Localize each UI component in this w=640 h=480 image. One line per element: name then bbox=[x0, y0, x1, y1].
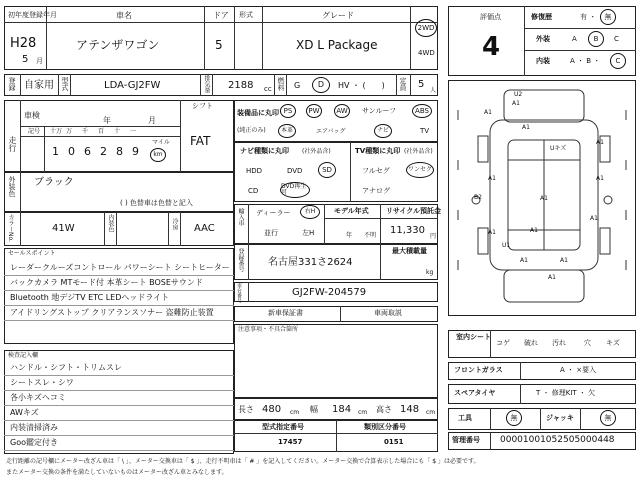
seat-item-yogore: 汚れ bbox=[552, 339, 566, 347]
mgmt-value: 000010010525050004​48 bbox=[500, 435, 615, 445]
inspector-note-line: シートスレ・シワ bbox=[10, 378, 74, 387]
exterior-grade-a: A bbox=[572, 35, 577, 43]
selling-point-line: Bluetooth 地デジTV ETC LEDヘッドライト bbox=[10, 293, 170, 302]
interior-color-label: 内装色 bbox=[107, 214, 114, 232]
inspector-note-line: AWキズ bbox=[10, 408, 39, 417]
note-label: 注意事項・不具合箇所 bbox=[238, 326, 299, 333]
fuel-hv: HV bbox=[338, 81, 350, 90]
equip-navi-circled: ナビ bbox=[374, 124, 392, 138]
steering-left: 左H bbox=[302, 229, 315, 237]
tools-label: 工具 bbox=[458, 414, 472, 422]
tools-none-circled: 無 bbox=[506, 410, 522, 426]
selling-point-line: アイドリングストップ クリアランスソナー 盗難防止装置 bbox=[10, 308, 214, 317]
odometer-digit: 6 bbox=[84, 145, 91, 158]
windshield-value: A ・ ×要入 bbox=[560, 366, 597, 374]
inspection-year-label: 年 bbox=[103, 116, 111, 125]
first-reg-label: 初年度登録年月 bbox=[8, 11, 57, 19]
dmg-label-a1-b: A1 bbox=[484, 109, 492, 116]
grade-label: グレード bbox=[322, 11, 354, 20]
repair-none-circled: 無 bbox=[600, 9, 616, 25]
footer-line1: 走行距離の記号欄にメーター改ざん車は「 \ 」、メーター交換車は「 $ 」、走行不明車は「 # 」を記入してください。メーター交換で合算表示した場合にも「 $ 」は必要です。 bbox=[6, 458, 480, 465]
displacement-value: 2188 bbox=[228, 80, 254, 91]
car-name: アテンザワゴン bbox=[76, 38, 160, 52]
dmg-label-a1-e: A1 bbox=[488, 229, 496, 236]
drive-4wd: 4WD bbox=[418, 49, 435, 57]
navi-dvd: DVD bbox=[287, 167, 303, 175]
grade-value: XD L Package bbox=[296, 38, 378, 52]
odometer-digit: 1 bbox=[52, 145, 59, 158]
dmg-label-a1-a: A1 bbox=[512, 100, 520, 107]
odometer-digit: 9 bbox=[132, 145, 139, 158]
capacity-value: 5 bbox=[418, 79, 425, 90]
odometer-unit: 十 bbox=[114, 128, 121, 135]
equip-leather-circled: 本革 bbox=[278, 124, 296, 138]
equip-pw-circled: PW bbox=[306, 104, 322, 118]
repair-label: 修復歴 bbox=[531, 13, 552, 21]
registration-value: 名古屋331さ2624 bbox=[268, 257, 353, 268]
odometer-label: 走行 bbox=[8, 136, 17, 152]
model-year-unit: 年 bbox=[346, 232, 353, 239]
tv-analog: アナログ bbox=[362, 187, 390, 195]
new-warranty: 新車保証書 bbox=[268, 309, 303, 317]
recycle-value: 11,330 bbox=[390, 225, 425, 236]
type-cert-value: 17457 bbox=[278, 438, 303, 446]
score-label: 評価点 bbox=[480, 13, 501, 21]
seat-item-yabure: 破れ bbox=[524, 339, 538, 347]
inspection-month-label: 月 bbox=[148, 116, 156, 125]
displacement-label: 排気量 bbox=[203, 75, 210, 93]
width-value: 184 bbox=[332, 404, 352, 415]
exterior-grade-selected-circled: B bbox=[588, 31, 604, 47]
recycle-label: リサイクル預託金 bbox=[386, 207, 442, 215]
windshield-label: フロントガラス bbox=[454, 366, 503, 374]
chassis-label: 車台番号 bbox=[236, 283, 242, 303]
dmg-label-a1-i: A1 bbox=[560, 257, 568, 264]
dmg-label-a1-g: A1 bbox=[520, 257, 528, 264]
spare-value: T ・ 修理KIT ・ 欠 bbox=[536, 389, 596, 397]
tv-type-label: TV種類に丸印 bbox=[355, 147, 401, 155]
dmg-label-u2: U2 bbox=[514, 91, 523, 98]
km-circled: km bbox=[150, 148, 166, 162]
odometer-sub: 記号 bbox=[28, 128, 41, 135]
inspector-note-line: ハンドル・シフト・トリムスレ bbox=[10, 363, 122, 372]
equipment-label: 装備品に丸印 bbox=[237, 109, 279, 117]
shift-value: FAT bbox=[190, 134, 211, 148]
displacement-unit: cc bbox=[264, 85, 272, 93]
selling-point-line: バックカメラ MTモード付 本革シート BOSEサウンド bbox=[10, 278, 203, 287]
inspection-label: 車検 bbox=[24, 111, 40, 120]
exterior-grade-c: C bbox=[614, 35, 619, 43]
odometer-unit: 万 bbox=[66, 128, 73, 135]
equipment-sub: (純正のみ) bbox=[237, 127, 266, 134]
type-value: LDA-GJ2FW bbox=[104, 80, 161, 91]
spare-label: スペアタイヤ bbox=[454, 389, 496, 397]
exterior-color-value: ブラック bbox=[34, 177, 74, 188]
tv-oneseg-circled: ワンセグ bbox=[406, 162, 434, 178]
width-unit: cm bbox=[358, 409, 368, 416]
seat-item-koge: コゲ bbox=[496, 339, 510, 347]
door-label: ドア bbox=[213, 11, 229, 20]
mgmt-label: 管理番号 bbox=[452, 436, 480, 444]
navi-type-sub: (社外品含) bbox=[302, 148, 331, 155]
equip-ps-circled: PS bbox=[280, 104, 296, 118]
odometer-unit: 一 bbox=[130, 128, 137, 135]
fuel-g: G bbox=[294, 81, 301, 90]
month-unit: 月 bbox=[36, 57, 43, 65]
door-value: 5 bbox=[215, 38, 223, 52]
dmg-label-a1-k: A1 bbox=[540, 195, 548, 202]
footer-line2: またメーター交換の条件を満たしていないものはメーター改ざん車とみなします。 bbox=[6, 469, 228, 476]
navi-type-label: ナビ種類に丸印 bbox=[240, 147, 289, 155]
mile-label: マイル bbox=[152, 139, 170, 146]
dmg-label-a1-c: A1 bbox=[522, 124, 530, 131]
odometer-unit: 千 bbox=[82, 128, 89, 135]
interior-grade-selected-circled: C bbox=[610, 53, 626, 69]
navi-cd: CD bbox=[248, 187, 259, 195]
car-name-label: 車名 bbox=[116, 11, 132, 20]
inspector-note-line: 各小キズヘコミ bbox=[10, 393, 66, 402]
dmg-label-u1: U1 bbox=[502, 242, 511, 249]
equip-tv: TV bbox=[420, 127, 430, 135]
capacity-unit: 人 bbox=[430, 87, 437, 94]
steering-right-circled: 右H bbox=[300, 205, 320, 219]
category-label: 登録 bbox=[8, 77, 16, 91]
category-no-label: 類別区分番号 bbox=[364, 423, 406, 431]
inspector-note-line: Goo鑑定付き bbox=[10, 438, 58, 447]
inspector-note-line: 内装清掃済み bbox=[10, 423, 58, 432]
height-value: 148 bbox=[400, 404, 420, 415]
interior-grade-label: 内装 bbox=[536, 57, 550, 65]
registration-label: 登録番号 bbox=[237, 248, 244, 272]
fuel-label: 燃料 bbox=[277, 77, 285, 91]
interior-grade-ab: A ・ B ・ bbox=[570, 57, 601, 65]
seat-label: 室内シート bbox=[456, 333, 491, 341]
color-no-label: カラーNo. bbox=[7, 214, 14, 242]
notes-area bbox=[234, 324, 438, 398]
dmg-label-a1-f: A1 bbox=[530, 227, 538, 234]
color-no-value: 41W bbox=[52, 223, 75, 234]
dmg-label-a1-l: A1 bbox=[596, 139, 604, 146]
odometer-digit: 2 bbox=[100, 145, 107, 158]
equip-aw-circled: AW bbox=[334, 104, 350, 118]
odometer-digit: 8 bbox=[116, 145, 123, 158]
chassis-value: GJ2FW-204579 bbox=[292, 287, 367, 298]
docs-block bbox=[234, 306, 438, 322]
first-reg-era: H28 bbox=[10, 36, 37, 51]
tv-fullseg: フルセグ bbox=[362, 167, 390, 175]
drive-2wd-circled: 2WD bbox=[415, 19, 437, 37]
height-label: 高さ bbox=[376, 405, 392, 414]
tv-type-sub: (社外品含) bbox=[404, 148, 433, 155]
length-unit: cm bbox=[290, 409, 300, 416]
category-value: 自家用 bbox=[24, 80, 54, 91]
model-year-unknown: 不明 bbox=[364, 232, 377, 239]
width-label: 幅 bbox=[310, 405, 318, 414]
seat-item-ana: 穴 bbox=[584, 339, 591, 347]
navi-dvd-play-circled: DVD再生可 bbox=[280, 182, 310, 198]
import-label: 輸入車 bbox=[237, 208, 244, 226]
jack-none-circled: 無 bbox=[600, 410, 616, 426]
selling-points-label: セールスポイント bbox=[8, 250, 56, 257]
max-load-label: 最大積載量 bbox=[392, 247, 427, 255]
ac-label: 冷房 bbox=[171, 218, 178, 230]
selling-point-line: レーダークルーズコントロール パワーシート シートヒーター bbox=[10, 263, 230, 272]
ac-value: AAC bbox=[194, 223, 215, 234]
manual: 車両取説 bbox=[374, 309, 402, 317]
color-change-note: ( ) 色替車は色替と記入 bbox=[120, 199, 193, 207]
max-load-unit: kg bbox=[426, 269, 434, 276]
length-value: 480 bbox=[262, 404, 282, 415]
fuel-d-circled: D bbox=[312, 77, 330, 93]
first-reg-month: 5 bbox=[22, 54, 29, 65]
jack-label: ジャッキ bbox=[546, 414, 574, 422]
recycle-unit: 円 bbox=[430, 233, 437, 240]
odometer-unit: 十万 bbox=[50, 128, 63, 135]
import-parallel: 並行 bbox=[264, 229, 278, 237]
navi-sd-circled: SD bbox=[318, 162, 336, 178]
odometer-unit: 百 bbox=[98, 128, 105, 135]
navi-hdd: HDD bbox=[246, 167, 263, 175]
score-value: 4 bbox=[482, 32, 501, 62]
equip-sunroof: サンルーフ bbox=[362, 107, 397, 115]
model-year-label: モデル年式 bbox=[334, 207, 369, 215]
import-dealer: ディーラー bbox=[256, 209, 291, 217]
dmg-label-a1-j: A1 bbox=[590, 215, 598, 222]
equip-abs-circled: ABS bbox=[412, 104, 432, 118]
length-label: 長さ bbox=[238, 405, 254, 414]
type-label: 型式 bbox=[61, 77, 69, 91]
repair-options: 有 ・ bbox=[580, 13, 597, 21]
exterior-grade-label: 外装 bbox=[536, 35, 550, 43]
odometer-digit: 0 bbox=[68, 145, 75, 158]
height-unit: cm bbox=[426, 409, 436, 416]
dmg-label-a1-m: A1 bbox=[596, 175, 604, 182]
type-cert-label: 型式指定番号 bbox=[262, 423, 304, 431]
fuel-other: ・ ( ) bbox=[352, 81, 385, 90]
seat-item-kizu: キズ bbox=[606, 339, 620, 347]
dmg-label-a1-h: A1 bbox=[548, 274, 556, 281]
capacity-label: 定員 bbox=[399, 77, 407, 91]
category-no-value: 0151 bbox=[384, 438, 404, 446]
equip-airbag: エアバッグ bbox=[316, 128, 346, 135]
dmg-label-b2: B2 bbox=[474, 194, 482, 201]
inspector-notes-label: 検査記入欄 bbox=[8, 352, 39, 359]
dmg-label-a1-d: A1 bbox=[488, 175, 496, 182]
model-class-label: 形式 bbox=[239, 11, 253, 19]
exterior-color-label: 外装色 bbox=[8, 176, 16, 197]
shift-label: シフト bbox=[192, 102, 213, 110]
dmg-label-u-scratch: Uキズ bbox=[550, 145, 567, 152]
